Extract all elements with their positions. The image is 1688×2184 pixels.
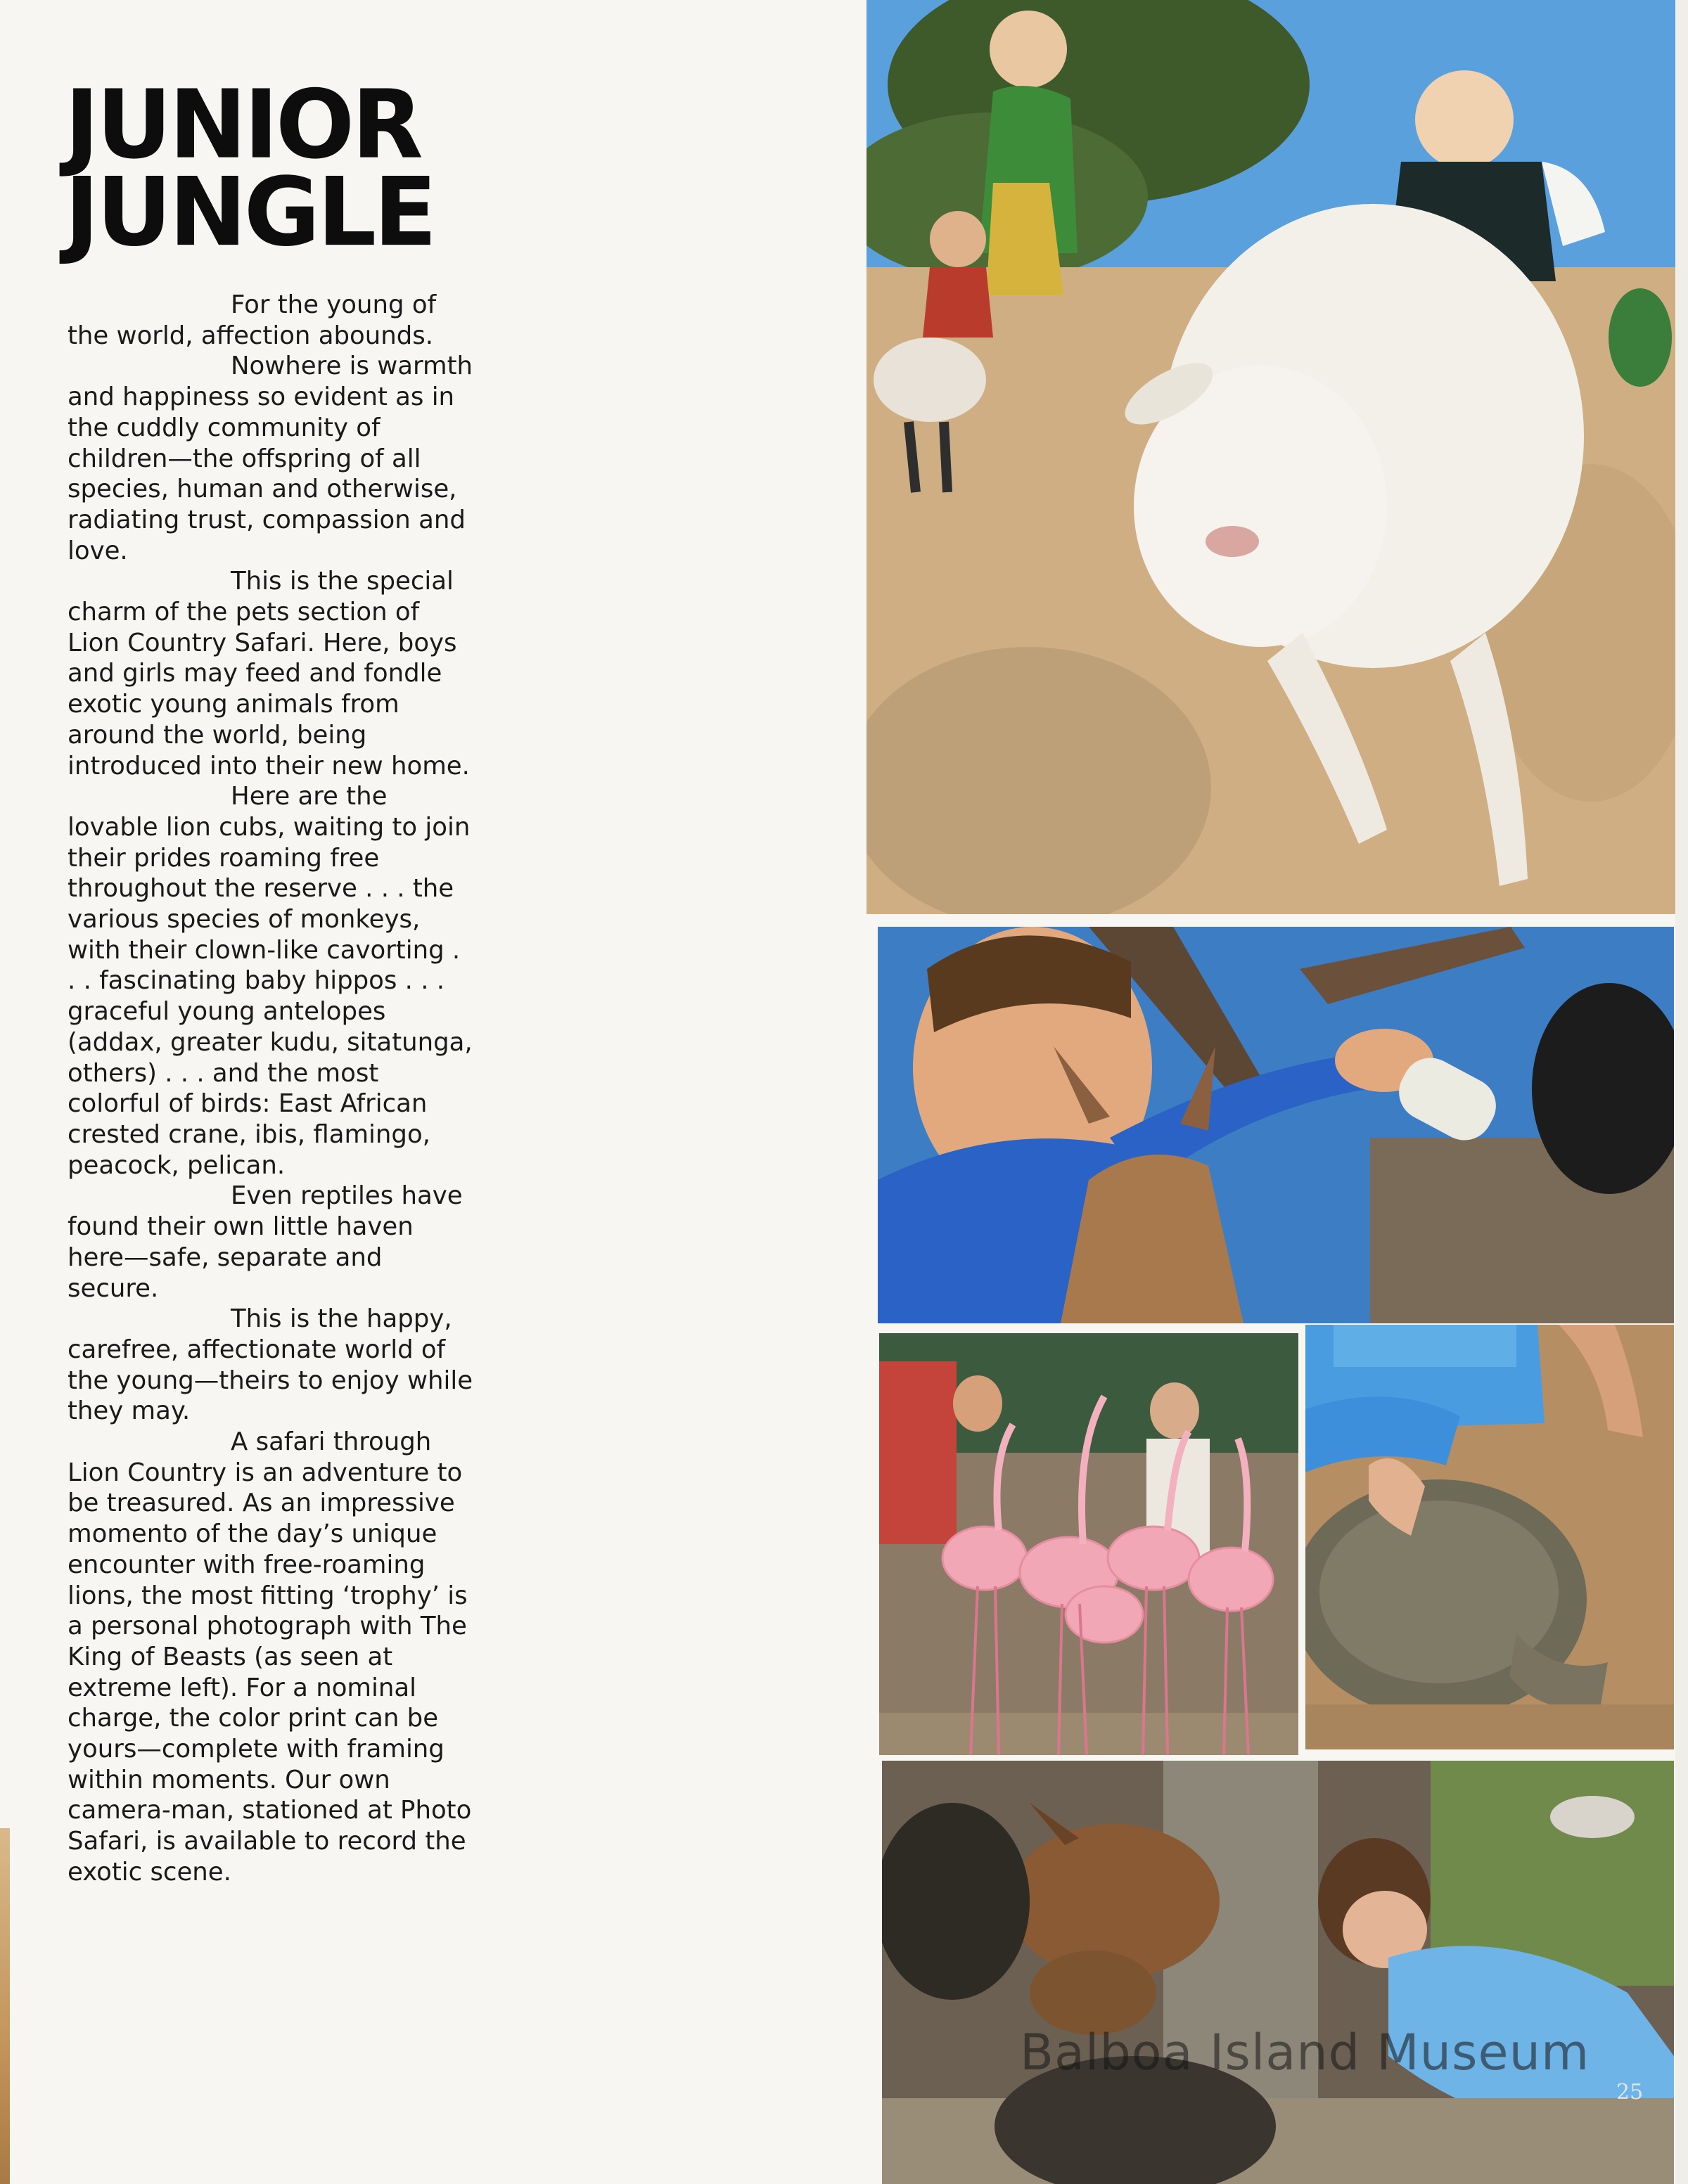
adjacent-page-edge — [0, 1828, 10, 2184]
photo-toddler-with-antelope — [882, 1761, 1674, 2184]
photo-flamingos — [879, 1333, 1298, 1755]
photo-child-on-tortoise — [1305, 1325, 1674, 1749]
photo-children-with-goat — [867, 0, 1675, 914]
paragraph-1: For the young of the world, affection abounds. — [68, 290, 437, 350]
paragraph-6: This is the happy, carefree, affectionate world of the young—theirs to enjoy while they may. — [68, 1304, 473, 1426]
title-line-1: JUNIOR — [65, 70, 421, 181]
watermark: Balboa Island Museum — [1020, 2024, 1590, 2081]
paragraph-5: Even reptiles have found their own little haven here—safe, separate and secure. — [68, 1181, 463, 1303]
article-body — [68, 290, 475, 1888]
photo-column — [867, 0, 1675, 2184]
title-line-2: JUNGLE — [65, 157, 435, 268]
paragraph-3: This is the special charm of the pets section of Lion Country Safari. Here, boys and girls may feed and fondle exotic young animals from around the world, being introduced into their new home. — [68, 567, 470, 781]
photo-boy-bottle-feeding — [878, 927, 1674, 1323]
paragraph-7: A safari through Lion Country is an adventure to be treasured. As an impressive momento of the day’s unique encounter with free-roaming lions, the most fitting ‘trophy’ is a personal photograph with The King of Beasts (as seen at extreme left). For a nominal charge, the color print can be yours—complete with framing within moments. Our own camera-man, stationed at Photo Safari, is available to record the exotic scene. — [68, 1427, 472, 1887]
page-edge-right — [1675, 0, 1688, 2184]
paragraph-2: Nowhere is warmth and happiness so evident as in the cuddly community of children—the offspring of all species, human and otherwise, radiating trust, compassion and love. — [68, 352, 473, 565]
page-number: 25 — [1616, 2080, 1644, 2105]
paragraph-4: Here are the lovable lion cubs, waiting to join their prides roaming free throughout the reserve . . . the various species of monkeys, with their clown-like cavorting . . . fascinating baby hippos . . . graceful young antelopes (addax, greater kudu, sitatunga, others) . . . and the most colorful of birds: East African crested crane, ibis, flamingo, peacock, pelican. — [68, 782, 473, 1180]
page-title — [65, 70, 459, 268]
